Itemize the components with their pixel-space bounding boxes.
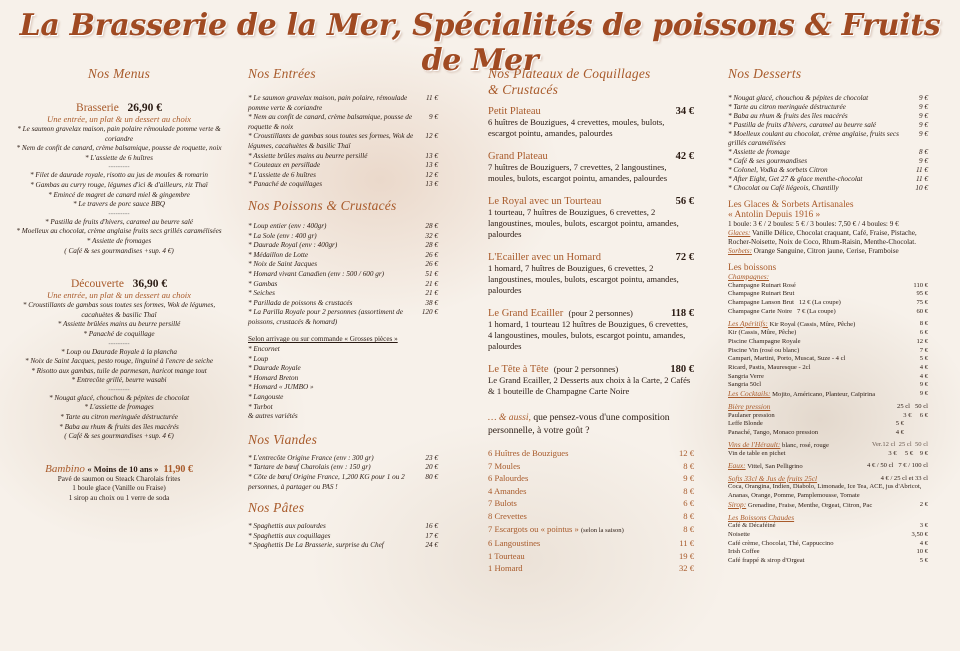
list-item: Sangria 50cl 9 € <box>728 381 928 389</box>
list-item: 6 Palourdes 9 € <box>488 473 694 484</box>
cocktails-line: Les Cocktails: Mojito, Américano, Planteur, Caïpirina 9 € <box>728 389 928 399</box>
plateau-item <box>488 252 694 296</box>
plateau-desc: 1 tourteau, 7 huîtres de Bouzigues, 6 crevettes, 2 langoustines, moules, bulots, escargot pointu, amandes, palourdes <box>488 207 679 239</box>
chaudes-label: Les Boissons Chaudes <box>728 512 795 522</box>
menu-brasserie-subtitle: Une entrée, un plat & un dessert au choix <box>47 114 191 124</box>
list-item: * Homard vivant Canadien (env : 500 / 600 gr) 51 € <box>248 269 438 278</box>
list-item: * Tarte au citron meringuée déstructurée <box>60 413 178 422</box>
list-item: * Entrecôte grillé, beurre wasabi <box>71 376 167 385</box>
glaces-list: Glaces: Vanille Délice, Chocolat craquant, Café, Fraise, Pistache, Rocher-Noisette, Noix de Coco, Rhum-Raisin, Menthe-Chocolat. <box>728 229 917 246</box>
menu-brasserie-price: 26,90 € <box>127 102 162 114</box>
menu-brasserie-desserts <box>8 218 230 256</box>
list-item: * Tarte au citron meringuée déstructurée 9 € <box>728 103 928 111</box>
list-item: * Baba au rhum & fruits des îles macérés <box>59 422 179 431</box>
plateau-price: 34 € <box>675 106 694 117</box>
list-item: * L'assiette de 6 huîtres <box>85 153 153 162</box>
list-item: Champagne Lanson Brut 12 € (La coupe) 75 € <box>728 299 928 307</box>
plateau-name: Grand Plateau <box>488 151 548 162</box>
plateau-note: (pour 2 personnes) <box>568 308 633 318</box>
menus-column <box>8 66 230 504</box>
menu-decouverte-plats <box>8 348 230 386</box>
list-item: * Spaghettis De La Brasserie, surprise du Chef 24 € <box>248 541 438 550</box>
list-item: * Nem au confit de canard, crème balsamique, pousse de roquette & noix 9 € <box>248 113 438 131</box>
entrees-list <box>248 94 438 190</box>
list-item: * Croustillants de gambas sous toutes ses formes, Wok de légumes, cacahuètes & basilic Thaï 12 € <box>248 132 438 150</box>
menu-bambino-lines <box>8 475 230 504</box>
menu-brasserie-title <box>8 102 230 114</box>
list-item: * Noix de Saint Jacques 26 € <box>248 260 438 269</box>
separator: --------- <box>108 339 130 348</box>
list-item: Panaché, Tango, Monaco pression 4 € <box>728 428 904 436</box>
glaces-block <box>728 220 928 256</box>
glaces-title: Les Glaces & Sorbets Artisanales <box>728 200 854 210</box>
list-item: Kir (Cassis, Mûre, Pêche) 6 € <box>728 329 928 337</box>
softs-list: Coca, Orangina, Indien, Diabolo, Limonade, Ice Tea, ACE, jus d'Abricot, Ananas, Orange, Pomme, Pamplemousse, Tomate <box>728 483 922 500</box>
plateau-desc: 1 homard, 7 huîtres de Bouzigues, 6 crevettes, 2 langoustines, moules, bulots, escargot pointu, amandes, palourdes <box>488 263 679 295</box>
menu-decouverte-title <box>8 278 230 290</box>
list-item: * Moelleux au chocolat, crème anglaise fruits secs grillés caramélisées <box>16 227 222 236</box>
list-item: * Côte de bœuf Origine France, 1,200 KG pour 1 ou 2 personnes, à partager ou PAS ! 80 € <box>248 473 438 491</box>
glaces-prices: 1 boule: 3 € / 2 boules: 5 € / 3 boules: 7,50 € / 4 boules: 9 € <box>728 220 899 228</box>
list-item: * Baba au rhum & fruits des îles macérés 9 € <box>728 112 928 120</box>
list-item: Ricard, Pastis, Mauresque - 2cl 4 € <box>728 364 928 372</box>
list-item: * L'assiette de 6 huîtres 12 € <box>248 170 438 179</box>
list-item: Café crème, Chocolat, Thé, Cappuccino 4 € <box>728 539 928 547</box>
plateau-name: Petit Plateau <box>488 106 541 117</box>
list-item: * Pastilla de fruits d'hivers, caramel au beurre salé 9 € <box>728 121 928 129</box>
list-item: 1 boule glace (Vanille ou Fraise) <box>72 484 166 493</box>
list-item: * Chocolat ou Café liégeois, Chantilly 10 € <box>728 184 928 192</box>
plateau-name: Le Royal avec un Tourteau <box>488 196 602 207</box>
list-item: 1 Homard 32 € <box>488 563 694 574</box>
list-item: * Médaillon de Lotte 26 € <box>248 250 438 259</box>
separator: --------- <box>108 385 130 394</box>
page-title: La Brasserie de la Mer, Spécialités de poissons & Fruits de Mer <box>19 8 941 78</box>
menu-brasserie-plats <box>8 171 230 209</box>
list-item: ( Café & ses gourmandises +sup. 4 €) <box>64 432 174 441</box>
list-item: Irish Coffee 10 € <box>728 548 928 556</box>
menu-decouverte-subtitle: Une entrée, un plat & un dessert au choix <box>47 290 191 301</box>
poissons-heading: Nos Poissons & Crustacés <box>248 197 397 213</box>
list-item: 7 Bulots 6 € <box>488 498 694 509</box>
list-item: * Café & ses gourmandises 9 € <box>728 157 928 165</box>
list-item: * Turbot <box>248 402 273 411</box>
list-item: Leffe Blonde 5 € <box>728 420 904 428</box>
plateau-desc: Le Grand Ecailler, 2 Desserts aux choix à la Carte, 2 Cafés & 1 bouteille de Champagne Carte Noire <box>488 375 691 396</box>
viandes-list <box>248 454 438 492</box>
plateau-item <box>488 364 694 397</box>
list-item: * Risotto aux gambas, tuile de parmesan, haricot mange tout <box>31 366 207 375</box>
plateau-price: 56 € <box>675 196 694 207</box>
list-item: * L'assiette de fromages <box>84 403 154 412</box>
list-item: 1 sirop au choix ou 1 verre de soda <box>68 494 170 503</box>
list-item: * Loup <box>248 354 269 363</box>
biere-head: Bière pression 25 cl 50 cl <box>728 401 928 411</box>
plateau-desc: 1 homard, 1 tourteau 12 huîtres de Bouzigues, 6 crevettes, 4 langoustines, moules, bulots, escargot pointu, amandes, palourdes <box>488 319 688 351</box>
list-item: * After Eight, Get 27 & glace menthe-chocolat 11 € <box>728 175 928 183</box>
plateau-name: L'Ecailler avec un Homard <box>488 252 601 263</box>
list-item: * Panaché de coquillage <box>83 329 155 338</box>
list-item: 6 Langoustines 11 € <box>488 538 694 549</box>
plateau-price: 42 € <box>675 151 694 162</box>
aperitifs-head: Les Apéritifs: Kir Royal (Cassis, Mûre, Pêche) 8 € <box>728 318 928 328</box>
plateaux-column <box>488 66 694 575</box>
champagnes-label: Champagnes: <box>728 272 770 281</box>
plateau-desc: 7 huîtres de Bouziguers, 7 crevettes, 2 langoustines, moules, bulots, escargot pointu, amandes, palourdes <box>488 162 668 183</box>
menu-bambino-note: « Moins de 10 ans » <box>87 463 159 474</box>
vins-head: Vins de l'Hérault: blanc, rosé, rouge Ver.12 cl 25 cl 50 cl <box>728 439 928 449</box>
plateau-name: Le Grand Ecailler <box>488 308 564 319</box>
desserts-list <box>728 94 928 193</box>
list-item: * L'entrecôte Origine France (env : 300 gr) 23 € <box>248 453 438 462</box>
menu-brasserie-entrees <box>8 125 230 163</box>
menu-decouverte-name: Découverte <box>70 278 124 291</box>
arrivage-list <box>248 345 438 422</box>
list-item: Champagne Ruinart Brut 95 € <box>728 290 928 298</box>
plateau-item <box>488 308 694 352</box>
softs-head: Softs 33cl & Jus de fruits 25cl 4 € / 25 cl et 33 cl <box>728 473 928 483</box>
list-item: 8 Crevettes 8 € <box>488 510 694 521</box>
glaces-brand: « Antolin Depuis 1916 » <box>728 210 821 220</box>
list-item: 7 Escargots ou « pointus » (selon la saison) 8 € <box>488 523 694 534</box>
plateau-item <box>488 196 694 240</box>
list-item: * Homard Breton <box>248 373 299 382</box>
list-item: * Nem de confit de canard, crème balsamique, pousse de roquette, noix <box>16 144 222 153</box>
list-item: * Moelleux coulant au chocolat, crème anglaise, fruits secs grillés caramélisées 9 € <box>728 130 928 147</box>
boissons-heading: Les boissons <box>728 263 777 273</box>
list-item: * Spaghettis aux palourdes 16 € <box>248 522 438 531</box>
list-item: * Assiette de fromages <box>86 236 152 245</box>
list-item: Champagne Ruinart Rosé 110 € <box>728 281 928 289</box>
menu-brasserie-name: Brasserie <box>76 102 119 114</box>
menu-bambino-price: 11,90 € <box>163 463 193 475</box>
list-item: * Loup entier (env : 400gr) 28 € <box>248 221 438 230</box>
list-item: * Le saumon gravelax maison, pain polaire rémoulade pomme verte & coriandre <box>17 125 221 143</box>
menus-heading: Nos Menus <box>87 66 151 81</box>
composition-list <box>488 447 694 575</box>
sorbets-list: Sorbets: Orange Sanguine, Citron jaune, Cerise, Framboise <box>728 247 899 255</box>
list-item: * Assiette brûlées mains au beurre persillé <box>57 320 181 329</box>
menu-bambino-title <box>8 464 230 475</box>
list-item: * Daurade Royal (env : 400gr) 28 € <box>248 241 438 250</box>
list-item: * Panaché de coquillages 13 € <box>248 180 438 189</box>
list-item: Sangria Verre 4 € <box>728 372 928 380</box>
entrees-heading: Nos Entrées <box>248 66 316 81</box>
plateau-note: (pour 2 personnes) <box>553 364 619 374</box>
plateau-price: 180 € <box>670 364 694 375</box>
list-item: ( Café & ses gourmandises +sup. 4 €) <box>64 246 174 255</box>
list-item: * Tartare de bœuf Charolais (env : 150 gr) 20 € <box>248 463 438 472</box>
desserts-boissons-column <box>728 66 928 566</box>
list-item: 4 Amandes 8 € <box>488 485 694 496</box>
sirop-line: Sirop: Grenadine, Fraise, Menthe, Orgeat, Citron, Pac 2 € <box>728 499 928 509</box>
poissons-list <box>248 222 438 328</box>
list-item: Champagne Carte Noire 7 € (La coupe) 60 € <box>728 307 928 315</box>
list-item: Campari, Martini, Porto, Muscat, Suze - 4 cl 5 € <box>728 355 928 363</box>
list-item: * Noix de Saint Jacques, pesto rouge, linguiné à l'encre de seiche <box>24 357 214 366</box>
menu-decouverte-entrees <box>8 301 230 339</box>
list-item: * Gambas 21 € <box>248 279 438 288</box>
list-item: Paulaner pression 3 € 6 € <box>728 411 928 419</box>
pates-heading: Nos Pâtes <box>248 500 305 516</box>
list-item: * Couteaux en persillade 13 € <box>248 161 438 170</box>
list-item: * Loup ou Daurade Royale à la plancha <box>61 347 177 356</box>
plateau-desc: 6 huîtres de Bouzigues, 4 crevettes, moules, bulots, escargot pointu, amandes, palourdes <box>488 117 665 138</box>
list-item: * Croustillants de gambas sous toutes ses formes, Wok de légumes, cacahuètes & basilic Thaï <box>22 301 216 319</box>
menu-bambino-name: Bambino <box>45 462 85 475</box>
list-item: * Nougat glacé, chouchou & pépites de chocolat 9 € <box>728 94 928 102</box>
list-item: * Langouste <box>248 393 284 402</box>
list-item: * Nougat glacé, chouchou & pépites de chocolat <box>48 393 190 402</box>
list-item: Vin de table en pichet 3 € 5 € 9 € <box>728 450 928 458</box>
composition-question: … & aussi, que pensez-vous d'une composition personnelle, à votre goût ? <box>488 412 670 436</box>
list-item: 7 Moules 8 € <box>488 460 694 471</box>
list-item: & autres variétés <box>248 412 298 421</box>
pates-list <box>248 522 438 551</box>
eaux-line: Eaux: Vittel, San Pelligrino 4 € / 50 cl 7 € / 100 cl <box>728 461 928 471</box>
menu-decouverte-desserts <box>8 394 230 442</box>
list-item: * Seiches 21 € <box>248 289 438 298</box>
boissons-block <box>728 273 928 566</box>
list-item: Pavé de saumon ou Steack Charolais frites <box>57 474 181 483</box>
list-item: * Emincé de magret de canard miel & gingembre <box>48 190 190 199</box>
list-item: * Pastilla de fruits d'hivers, caramel au beurre salé <box>45 217 193 226</box>
plateau-price: 118 € <box>670 308 694 319</box>
list-item: * Encornet <box>248 345 280 354</box>
plateaux-heading: Nos Plateaux de Coquillages <box>488 66 651 81</box>
list-item: * Le saumon gravelax maison, pain polaire, rémoulade pomme verte & coriandre 11 € <box>248 94 438 112</box>
separator: --------- <box>108 209 130 218</box>
list-item: * Gambas au curry rouge, légumes d'ici & d'ailleurs, riz Thaï <box>30 180 208 189</box>
list-item: * Daurade Royale <box>248 364 301 373</box>
list-item: 6 Huîtres de Bouzigues 12 € <box>488 448 694 458</box>
list-item: * Spaghettis aux coquillages 17 € <box>248 531 438 540</box>
list-item: Café frappé & sirop d'Orgeat 5 € <box>728 557 928 565</box>
list-item: * Colonel, Vodka & sorbets Citron 11 € <box>728 166 928 174</box>
list-item: * Assiette de fromage 8 € <box>728 148 928 156</box>
list-item: * Assiette brûles mains au beurre persillé 13 € <box>248 151 438 160</box>
separator: --------- <box>108 163 130 172</box>
list-item: * La Parilla Royale pour 2 personnes (assortiment de poissons, crustacés & homard) 120 € <box>248 308 438 326</box>
carte-column <box>248 66 438 551</box>
list-item: * La Sole (env : 400 gr) 32 € <box>248 231 438 240</box>
plateau-price: 72 € <box>675 252 694 263</box>
list-item: Café & Décaféiné 3 € <box>728 522 928 530</box>
desserts-heading: Nos Desserts <box>728 66 802 81</box>
list-item: Piscine Vin (rosé ou blanc) 7 € <box>728 346 928 354</box>
list-item: 1 Tourteau 19 € <box>488 550 694 561</box>
plateau-item <box>488 106 694 139</box>
arrivage-title: Selon arrivage ou sur commande « Grosses pièces » <box>248 335 398 344</box>
plateau-name: Le Tête à Tête <box>488 364 549 375</box>
list-item: * Homard « JUMBO » <box>248 383 314 392</box>
list-item: Piscine Champagne Royale 12 € <box>728 337 928 345</box>
list-item: * Filet de daurade royale, risotto au jus de moules & romarin <box>30 171 208 180</box>
menu-decouverte-price: 36,90 € <box>132 278 168 291</box>
plateau-item <box>488 151 694 184</box>
list-item: * Parillada de poissons & crustacés 38 € <box>248 298 438 307</box>
list-item: * Le travers de porc sauce BBQ <box>73 200 165 209</box>
plateaux-heading-2: & Crustacés <box>488 82 559 97</box>
list-item: Noisette 3,50 € <box>728 530 928 538</box>
viandes-heading: Nos Viandes <box>248 431 318 447</box>
